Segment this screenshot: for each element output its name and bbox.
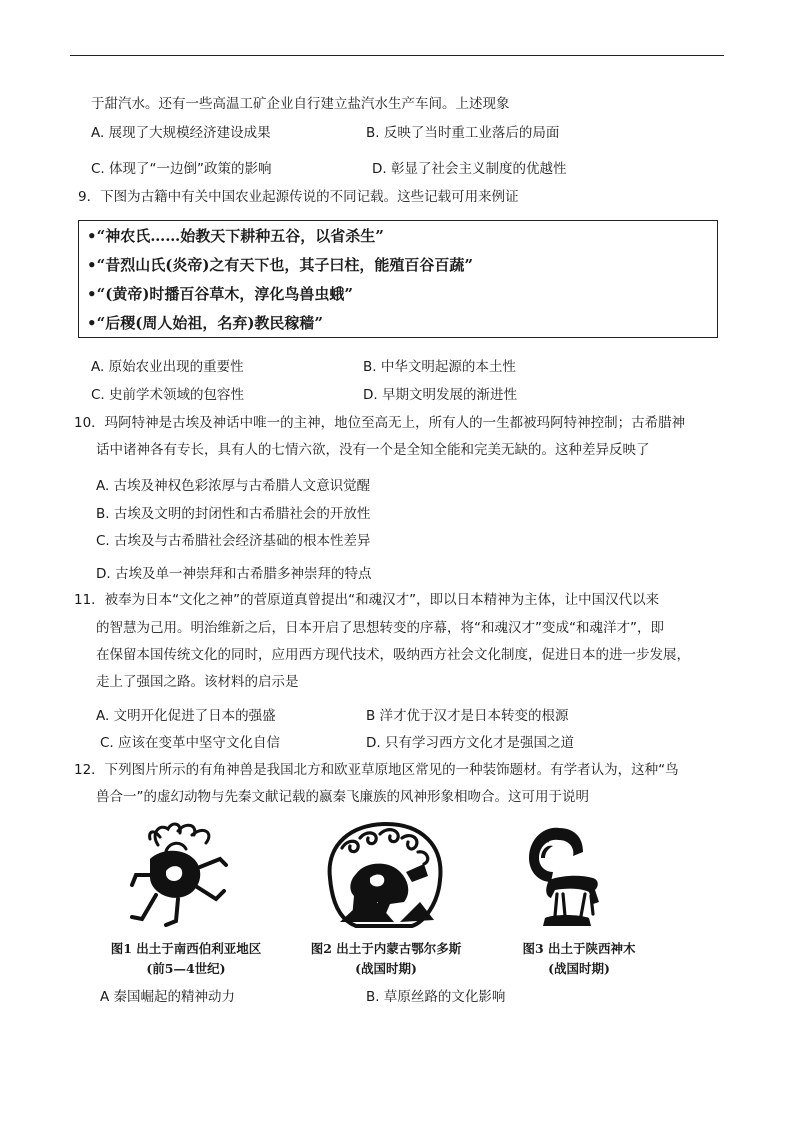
q11-stem-line-4: 走上了强国之路。该材料的启示是 (96, 674, 299, 690)
q10-option-d: D. 古埃及单一神崇拜和古希腊多神崇拜的特点 (96, 566, 372, 582)
q8-option-a: A. 展现了大规模经济建设成果 (91, 125, 271, 141)
figure-2-plaque-image (320, 818, 450, 930)
figure-3-caption: 图3 出土于陕西神木 (522, 941, 636, 956)
q9-quote-1: •“神农氏……始教天下耕种五谷，以省杀生” (87, 227, 384, 245)
q9-quote-box (78, 220, 718, 338)
figure-1-beast-image (120, 815, 240, 933)
q12-option-a: A 秦国崛起的精神动力 (100, 989, 236, 1005)
q12-option-b: B. 草原丝路的文化影响 (366, 989, 506, 1005)
q9-option-b: B. 中华文明起源的本土性 (363, 359, 516, 375)
q8-option-b: B. 反映了当时重工业落后的局面 (366, 125, 560, 141)
q10-stem-line-1: 10．玛阿特神是古埃及神话中唯一的主神，地位至高无上，所有人的一生都被玛阿特神控制；古希腊神 (74, 415, 686, 431)
q9-option-d: D. 早期文明发展的渐进性 (363, 387, 517, 403)
header-rule (70, 55, 724, 56)
figure-2-date: (战国时期) (355, 961, 417, 976)
q8-option-d: D. 彰显了社会主义制度的优越性 (372, 161, 567, 177)
figure-1-caption: 图1 出土于南西伯利亚地区 (110, 941, 262, 956)
figure-3-beast-image (515, 818, 605, 933)
q11-stem-line-3: 在保留本国传统文化的同时，应用西方现代技术，吸纳西方社会文化制度，促进日本的进一步发展， (96, 647, 690, 663)
q10-option-b: B. 古埃及文明的封闭性和古希腊社会的开放性 (96, 506, 371, 522)
q10-option-a: A. 古埃及神权色彩浓厚与古希腊人文意识觉醒 (96, 478, 371, 494)
q9-option-c: C. 史前学术领域的包容性 (91, 387, 245, 403)
q11-stem-line-1: 11．被奉为日本“文化之神”的菅原道真曾提出“和魂汉才”，即以日本精神为主体，让中国汉代以来 (74, 592, 660, 608)
q10-stem-line-2: 话中诸神各有专长，具有人的七情六欲，没有一个是全知全能和完美无缺的。这种差异反映了 (96, 442, 650, 458)
q12-stem-line-2: 兽合一”的虚幻动物与先秦文献记载的嬴秦飞廉族的风神形象相吻合。这可用于说明 (96, 789, 589, 805)
figure-1-date: (前5—4世纪) (146, 961, 226, 976)
q12-stem-line-1: 12．下列图片所示的有角神兽是我国北方和欧亚草原地区常见的一种装饰题材。有学者认为，这种“鸟 (74, 762, 679, 778)
q8-option-c: C. 体现了“一边倒”政策的影响 (91, 161, 272, 177)
q9-quote-2: •“昔烈山氏(炎帝)之有天下也，其子曰柱，能殖百谷百蔬” (87, 256, 474, 274)
q9-quote-4: •“后稷(周人始祖，名弃)教民稼穑” (87, 314, 324, 332)
figure-2-caption: 图2 出土于内蒙古鄂尔多斯 (310, 941, 462, 956)
q11-option-b: B 洋才优于汉才是日本转变的根源 (366, 708, 569, 724)
q9-option-a: A. 原始农业出现的重要性 (91, 359, 244, 375)
q10-option-c: C. 古埃及与古希腊社会经济基础的根本性差异 (96, 533, 371, 549)
q9-stem: 9．下图为古籍中有关中国农业起源传说的不同记载。这些记载可用来例证 (78, 189, 519, 205)
figure-3-date: (战国时期) (548, 961, 610, 976)
q11-option-c: C. 应该在变革中坚守文化自信 (100, 735, 281, 751)
q11-stem-line-2: 的智慧为己用。明治维新之后，日本开启了思想转变的序幕，将“和魂汉才”变成“和魂洋才”，即 (96, 620, 664, 636)
q8-stem-end: 于甜汽水。还有一些高温工矿企业自行建立盐汽水生产车间。上述现象 (91, 96, 510, 112)
q11-option-d: D. 只有学习西方文化才是强国之道 (366, 735, 574, 751)
q9-quote-3: •“(黄帝)时播百谷草木，淳化鸟兽虫蛾” (87, 285, 354, 303)
q11-option-a: A. 文明开化促进了日本的强盛 (96, 708, 276, 724)
